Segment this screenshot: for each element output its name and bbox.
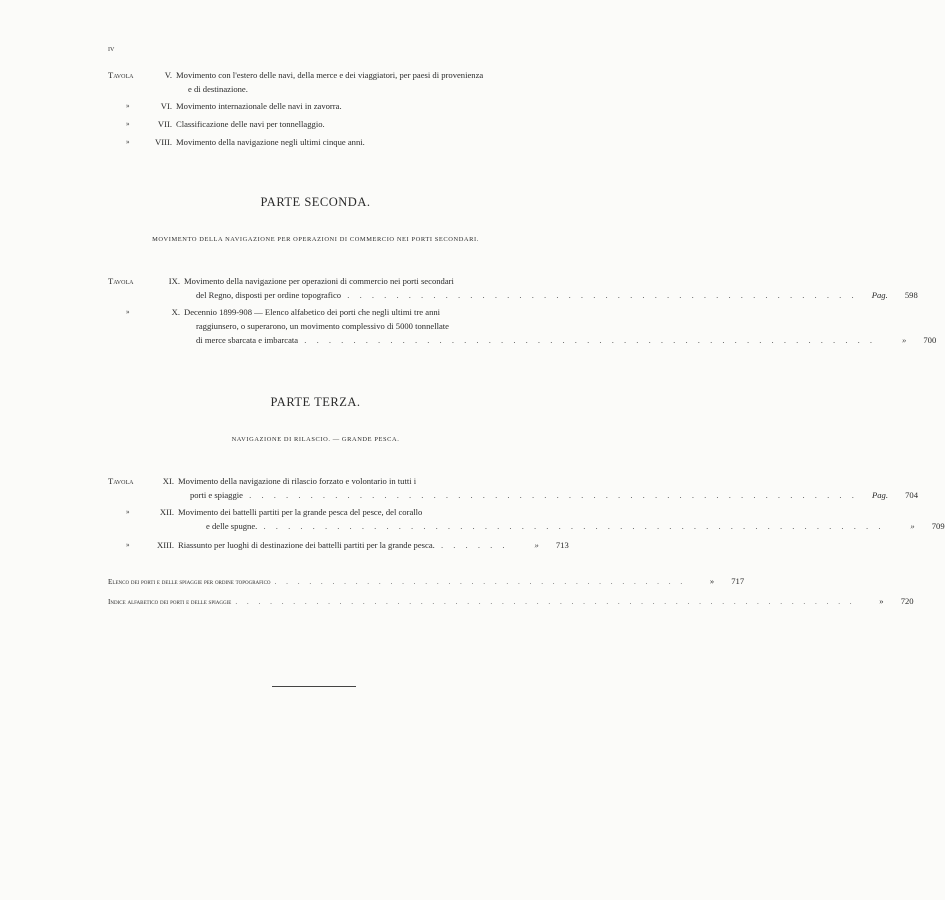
toc-part-one: [108, 68, 560, 149]
toc-text: [184, 274, 918, 302]
page-prefix: »: [534, 540, 539, 550]
toc-row: [108, 474, 918, 502]
page-number: iv: [108, 43, 115, 53]
toc-line: Movimento della navigazione negli ultimi cinque anni.: [176, 137, 365, 147]
toc-row: [108, 538, 569, 552]
part-three-title: PARTE TERZA.: [270, 395, 361, 409]
page-prefix: »: [709, 576, 715, 586]
toc-dotline: [178, 488, 918, 502]
page-prefix: »: [879, 596, 884, 606]
toc-text: [178, 538, 569, 552]
toc-row: [108, 68, 560, 96]
toc-number: IX.: [168, 276, 180, 286]
dot-leader: . . . . . . . . . . . . . . . . . . . . . . . . . . . . . . . . . . . . . . . . . . . . . . . . . . . . . .: [235, 598, 856, 606]
toc-dotline: [178, 519, 945, 533]
toc-number: VI.: [160, 101, 172, 111]
index-entry: [108, 594, 914, 609]
toc-label: Tavola: [108, 70, 134, 80]
toc-line: Decennio 1899-908 — Elenco alfabetico dei porti che negli ultimi tre anni: [184, 307, 441, 317]
dot-leader: . . . . . . . . . . . . . . . . . . . . . . . . . . . . . . . . . . . .: [274, 578, 687, 586]
toc-line: Movimento della navigazione di rilascio forzato e volontario in tutti i: [178, 476, 417, 486]
toc-line: del Regno, disposti per ordine topografico: [196, 290, 342, 300]
toc-dotline: [178, 538, 569, 552]
toc-label: »: [126, 541, 130, 549]
dot-leader: . . . . . .: [440, 540, 509, 550]
toc-label: Tavola: [108, 276, 134, 286]
toc-line: porti e spiaggie: [190, 490, 243, 500]
toc-line: Riassunto per luoghi di destinazione dei battelli partiti per la grande pesca.: [178, 540, 435, 550]
dot-leader: . . . . . . . . . . . . . . . . . . . . . . . . . . . . . . . . . . . . . . . . . . . . . . . . . . .: [263, 521, 885, 531]
page-ref: 717: [731, 576, 745, 586]
toc-number: X.: [171, 307, 180, 317]
page-ref: 720: [900, 596, 914, 606]
toc-line: Movimento della navigazione per operazioni di commercio nei porti secondari: [184, 276, 454, 286]
toc-row: [108, 99, 560, 113]
toc-number: XI.: [162, 476, 174, 486]
toc-label: »: [126, 102, 130, 110]
index-text: Elenco dei porti e delle spiaggie per ordine topografico: [108, 578, 271, 586]
page-prefix: »: [901, 335, 907, 345]
toc-number: VIII.: [155, 137, 172, 147]
page-prefix: Pag.: [871, 290, 888, 300]
part-two-title: PARTE SECONDA.: [260, 195, 371, 209]
closing-rule: [272, 686, 356, 687]
page-ref: 700: [923, 335, 937, 345]
page-ref: 713: [555, 540, 569, 550]
toc-row: [108, 505, 945, 533]
toc-line: raggiunsero, o superarono, un movimento complessivo di 5000 tonnellate: [196, 321, 449, 331]
toc-line: Movimento con l'estero delle navi, della merce e dei viaggiatori, per paesi di provenienza: [176, 70, 484, 80]
dot-leader: . . . . . . . . . . . . . . . . . . . . . . . . . . . . . . . . . . . . . . . . . . . . . . .: [304, 335, 877, 345]
toc-number: V.: [164, 70, 172, 80]
toc-text: [178, 505, 945, 533]
toc-part-two: [108, 274, 937, 347]
toc-row: [108, 135, 560, 149]
dot-leader: . . . . . . . . . . . . . . . . . . . . . . . . . . . . . . . . . . . . . . . . . . . . . . . . . .: [249, 490, 858, 500]
toc-number: XIII.: [157, 540, 174, 550]
toc-dotline: [184, 288, 918, 302]
toc-line: di merce sbarcata e imbarcata: [196, 335, 299, 345]
toc-label: »: [126, 120, 130, 128]
toc-text: [176, 68, 560, 96]
toc-row: [108, 274, 918, 302]
toc-text: [184, 305, 937, 347]
part-three-subtitle: NAVIGAZIONE DI RILASCIO. — GRANDE PESCA.: [231, 436, 400, 443]
toc-text: [176, 135, 560, 149]
part-two-subtitle: MOVIMENTO DELLA NAVIGAZIONE PER OPERAZIONI DI COMMERCIO NEI PORTI SECONDARI.: [152, 236, 479, 243]
toc-label: »: [126, 308, 130, 316]
page-prefix: Pag.: [872, 490, 888, 500]
toc-row: [108, 305, 937, 347]
index-text: Indice alfabetico dei porti e delle spiaggie: [108, 598, 232, 606]
toc-line: Movimento dei battelli partiti per la grande pesca del pesce, del corallo: [178, 507, 423, 517]
toc-part-three: [108, 474, 945, 552]
dot-leader: . . . . . . . . . . . . . . . . . . . . . . . . . . . . . . . . . . . . . . . . . .: [347, 290, 858, 300]
toc-line: e delle spugne.: [206, 521, 258, 531]
toc-label: »: [126, 508, 130, 516]
toc-line: e di destinazione.: [188, 84, 248, 94]
toc-label: Tavola: [108, 476, 134, 486]
toc-text: [176, 99, 560, 113]
toc-label: »: [126, 138, 130, 146]
toc-text: [178, 474, 918, 502]
page-prefix: »: [910, 521, 915, 531]
toc-text: [176, 117, 560, 131]
toc-dotline: [184, 333, 937, 347]
page-ref: 598: [904, 290, 918, 300]
toc-line: Classificazione delle navi per tonnellaggio.: [176, 119, 325, 129]
toc-row: [108, 117, 560, 131]
toc-number: VII.: [157, 119, 172, 129]
toc-number: XII.: [159, 507, 174, 517]
index-entry: [108, 574, 745, 589]
page-ref: 704: [905, 490, 918, 500]
page-ref: 709: [931, 521, 945, 531]
toc-line: Movimento internazionale delle navi in zavorra.: [176, 101, 342, 111]
